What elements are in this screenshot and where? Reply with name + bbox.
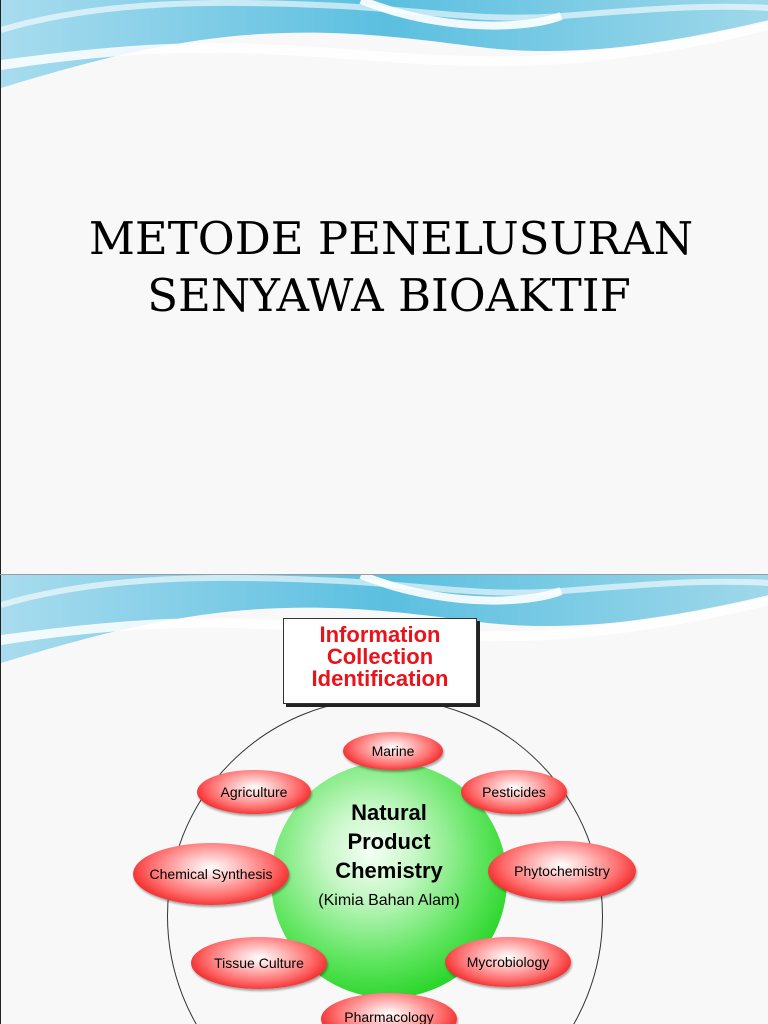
field-pesticides xyxy=(461,770,567,814)
info-box xyxy=(283,618,477,704)
field-tissue-culture xyxy=(191,937,327,989)
field-agriculture-label: Agriculture xyxy=(220,784,288,800)
field-marine xyxy=(343,732,443,770)
field-mycrobiology xyxy=(445,937,571,987)
wave-decoration xyxy=(1,0,768,110)
center-line-3: Chemistry xyxy=(335,858,443,883)
diagram-slide xyxy=(0,575,768,1024)
field-mycrobiology-label: Mycrobiology xyxy=(466,954,550,970)
field-agriculture xyxy=(197,770,311,814)
info-box-line-1: Information xyxy=(319,622,441,647)
center-subtitle: (Kimia Bahan Alam) xyxy=(318,892,460,909)
field-phytochemistry xyxy=(488,841,636,901)
field-tissue-culture-label: Tissue Culture xyxy=(214,955,304,971)
center-line-2: Product xyxy=(347,829,431,854)
slide-title-line-2: SENYAWA BIOAKTIF xyxy=(147,269,631,322)
field-phytochemistry-label: Phytochemistry xyxy=(514,863,610,879)
slide-title-line-1: METODE PENELUSURAN xyxy=(88,212,694,265)
field-marine-label: Marine xyxy=(371,743,415,759)
field-pharmacology-label: Pharmacology xyxy=(344,1009,434,1024)
info-box-line-2: Collection xyxy=(326,644,434,669)
field-pesticides-label: Pesticides xyxy=(482,784,546,800)
center-line-1: Natural xyxy=(351,800,427,825)
info-box-line-3: Identification xyxy=(311,666,449,691)
field-chemical-synthesis-label: Chemical Synthesis xyxy=(149,866,273,882)
field-chemical-synthesis xyxy=(133,843,289,905)
